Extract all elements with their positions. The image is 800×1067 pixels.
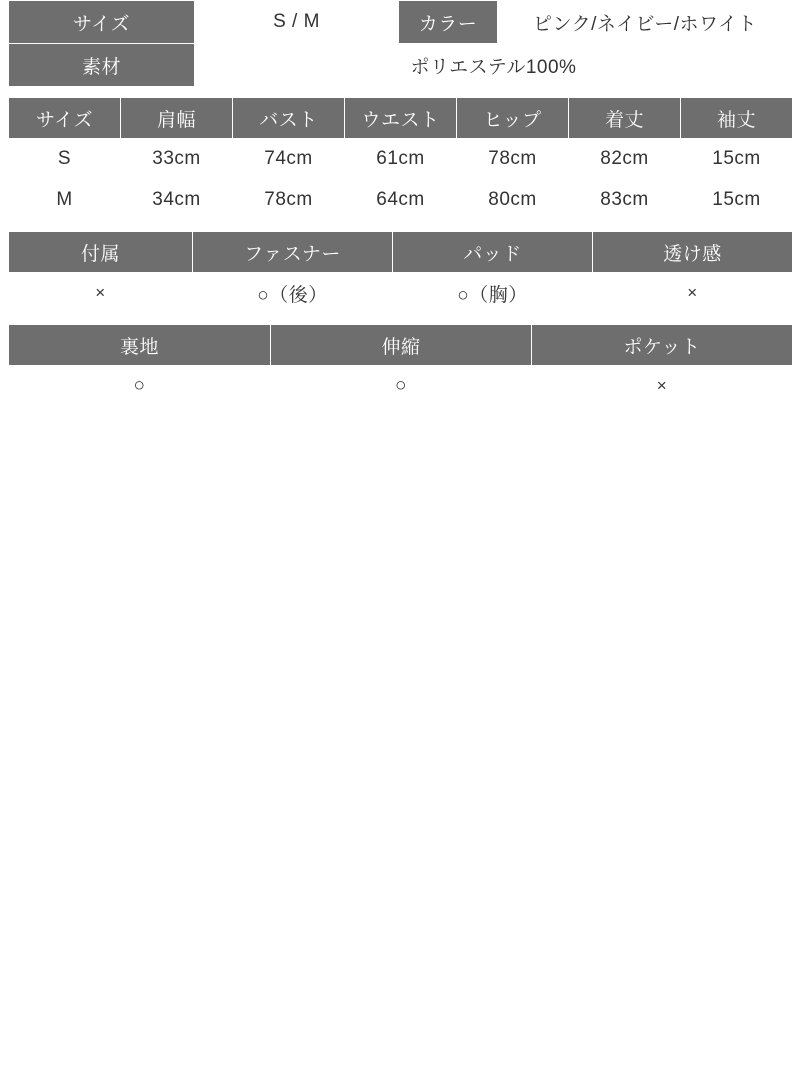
measure-cell: 33cm [121,139,233,180]
measure-cell: 34cm [121,180,233,221]
features-table-2 [8,324,793,407]
table-row [9,180,793,221]
measure-header: ヒップ [457,98,569,139]
table-row [9,1,793,44]
measure-cell: 61cm [345,139,457,180]
measure-header: ウエスト [345,98,457,139]
measure-header: バスト [233,98,345,139]
feature-header: 付属 [9,232,193,273]
feature-value: × [9,273,193,314]
measure-cell: 15cm [681,180,793,221]
feature-value: ○（胸） [393,273,593,314]
table-header-row [9,325,793,366]
measure-cell: M [9,180,121,221]
measure-cell: 82cm [569,139,681,180]
feature-header: ファスナー [193,232,393,273]
measurements-table [8,97,793,221]
table-row [9,366,793,407]
measure-cell: 78cm [233,180,345,221]
feature-value: ○ [9,366,271,407]
table-row [9,44,793,87]
measure-cell: 15cm [681,139,793,180]
table-header-row [9,98,793,139]
features-table-1 [8,231,793,314]
feature-header: 裏地 [9,325,271,366]
feature-header: 透け感 [593,232,793,273]
measure-header: 袖丈 [681,98,793,139]
feature-header: ポケット [532,325,793,366]
measure-header: 肩幅 [121,98,233,139]
feature-value: × [532,366,793,407]
measure-cell: 80cm [457,180,569,221]
feature-value: ○（後） [193,273,393,314]
cell-color-value: ピンク/ネイビー/ホワイト [498,1,793,44]
measure-cell: 74cm [233,139,345,180]
measure-header: サイズ [9,98,121,139]
feature-value: × [593,273,793,314]
feature-header: 伸縮 [271,325,532,366]
feature-header: パッド [393,232,593,273]
feature-value: ○ [271,366,532,407]
cell-material-value: ポリエステル100% [195,44,793,87]
cell-size-value: S / M [195,1,399,44]
table-row [9,273,793,314]
measure-cell: 64cm [345,180,457,221]
cell-material-label: 素材 [9,44,195,87]
cell-color-label: カラー [399,1,498,44]
table-row [9,139,793,180]
table-header-row [9,232,793,273]
measure-cell: 83cm [569,180,681,221]
basic-info-table [8,0,793,87]
measure-header: 着丈 [569,98,681,139]
measure-cell: S [9,139,121,180]
measure-cell: 78cm [457,139,569,180]
cell-size-label: サイズ [9,1,195,44]
